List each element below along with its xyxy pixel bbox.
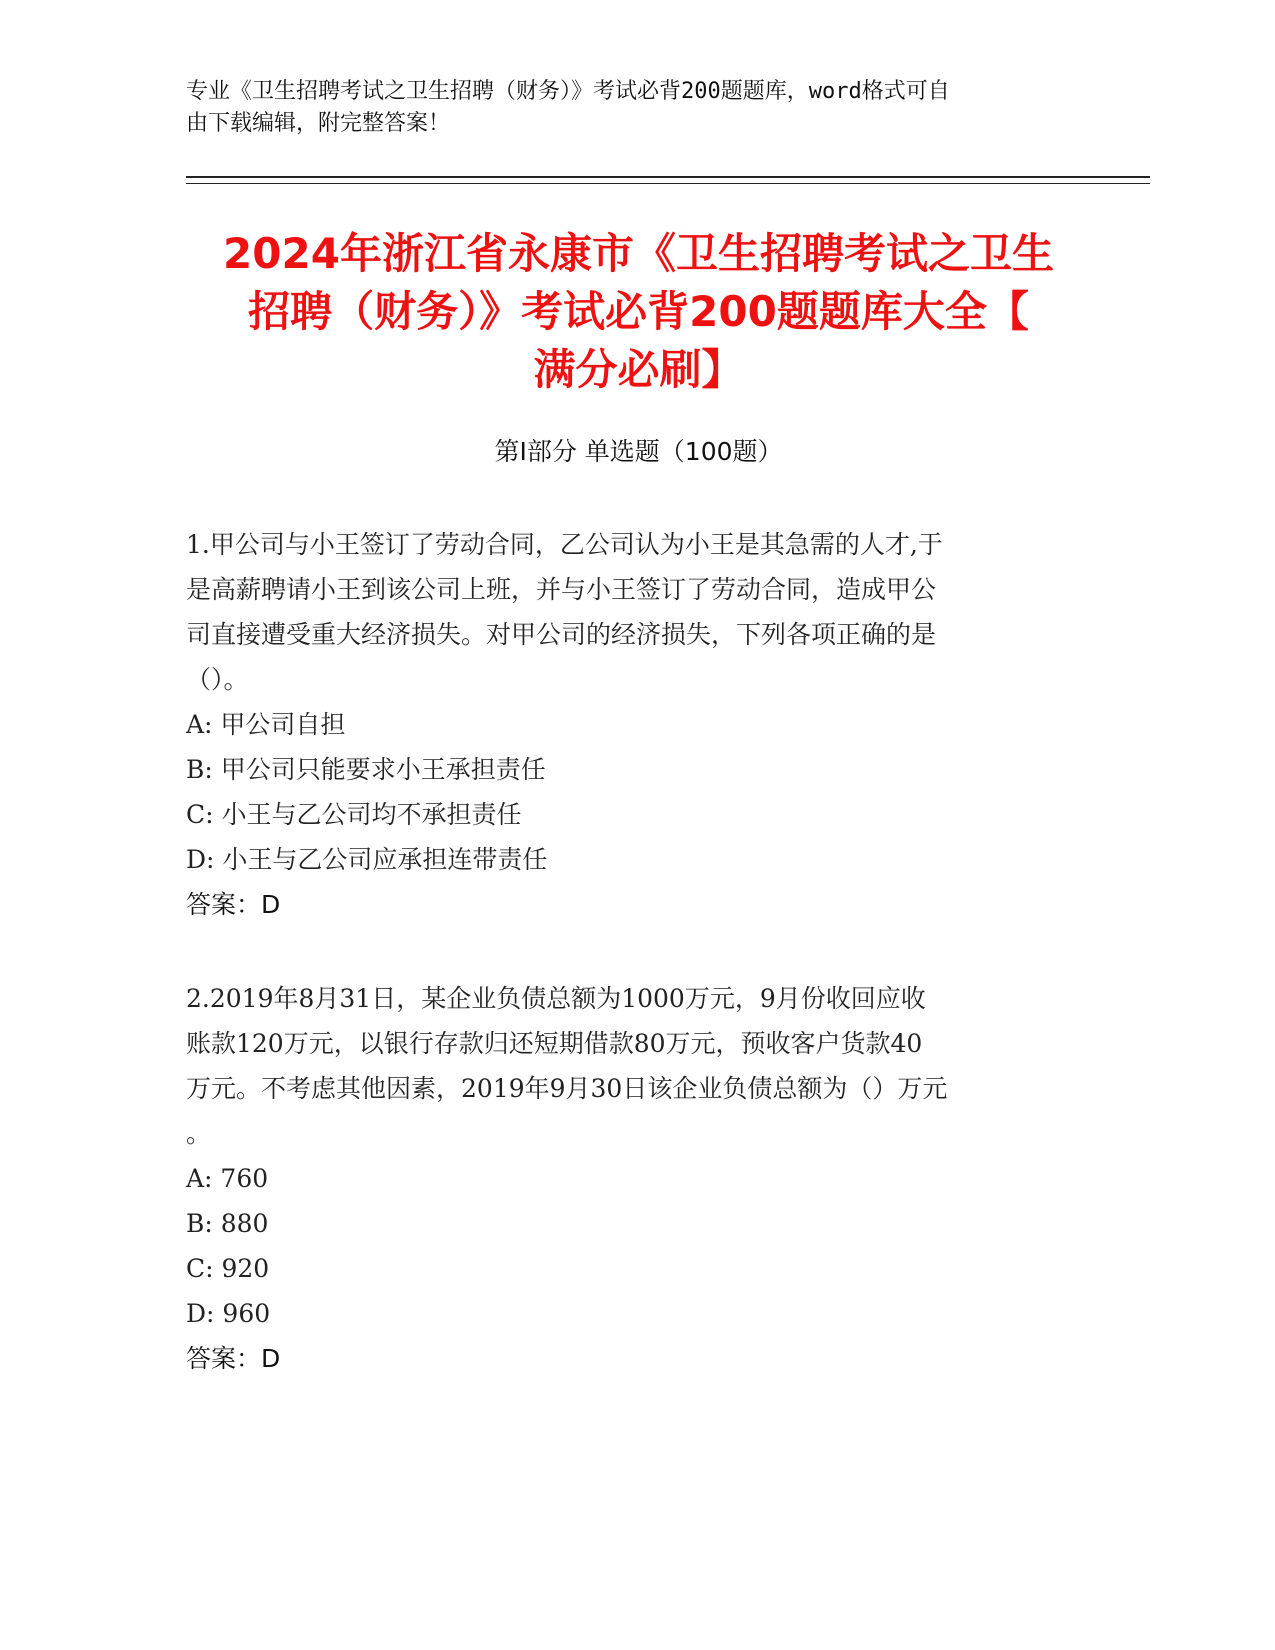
option-d: D: 小王与乙公司应承担连带责任 [186, 845, 548, 874]
title-line: 满分必刷】 [533, 345, 744, 394]
option-a: A: 甲公司自担 [186, 710, 346, 739]
option-b: B: 甲公司只能要求小王承担责任 [186, 755, 546, 784]
question-stem-line: 司直接遭受重大经济损失。对甲公司的经济损失，下列各项正确的是 [186, 620, 937, 649]
option-a: A: 760 [186, 1164, 269, 1193]
question-stem-line: 1.甲公司与小王签订了劳动合同，乙公司认为小王是其急需的人才,于 [186, 530, 943, 559]
question-block [186, 522, 1086, 927]
document-title [186, 225, 1091, 399]
question-stem-line: 。 [186, 1119, 212, 1148]
question-block [186, 976, 1086, 1381]
answer-label: 答案：D [186, 890, 281, 919]
header-divider [186, 176, 1150, 178]
title-line: 2024年浙江省永康市《卫生招聘考试之卫生 [223, 229, 1054, 278]
question-stem-line: 账款120万元，以银行存款归还短期借款80万元，预收客户货款40 [186, 1029, 923, 1058]
title-line: 招聘（财务）》考试必背200题题库大全【 [248, 287, 1029, 336]
header-note [186, 76, 1086, 140]
question-stem-line: （）。 [186, 665, 249, 694]
option-b: B: 880 [186, 1209, 269, 1238]
header-note-line: 专业《卫生招聘考试之卫生招聘（财务）》考试必背200题题库，word格式可自 [186, 79, 950, 104]
question-stem-line: 是高薪聘请小王到该公司上班，并与小王签订了劳动合同，造成甲公 [186, 575, 937, 604]
option-c: C: 920 [186, 1254, 270, 1283]
question-options [186, 702, 1086, 882]
section-heading: 第I部分 单选题（100题） [494, 437, 783, 466]
option-c: C: 小王与乙公司均不承担责任 [186, 800, 522, 829]
header-note-line: 由下载编辑，附完整答案！ [186, 111, 451, 136]
answer-label: 答案：D [186, 1344, 281, 1373]
question-stem [186, 976, 1086, 1156]
question-stem-line: 万元。不考虑其他因素，2019年9月30日该企业负债总额为（）万元 [186, 1074, 948, 1103]
option-d: D: 960 [186, 1299, 271, 1328]
question-stem-line: 2.2019年8月31日，某企业负债总额为1000万元，9月份收回应收 [186, 984, 926, 1013]
question-options [186, 1156, 1086, 1336]
header-divider-thin [186, 183, 1150, 184]
question-stem [186, 522, 1086, 702]
